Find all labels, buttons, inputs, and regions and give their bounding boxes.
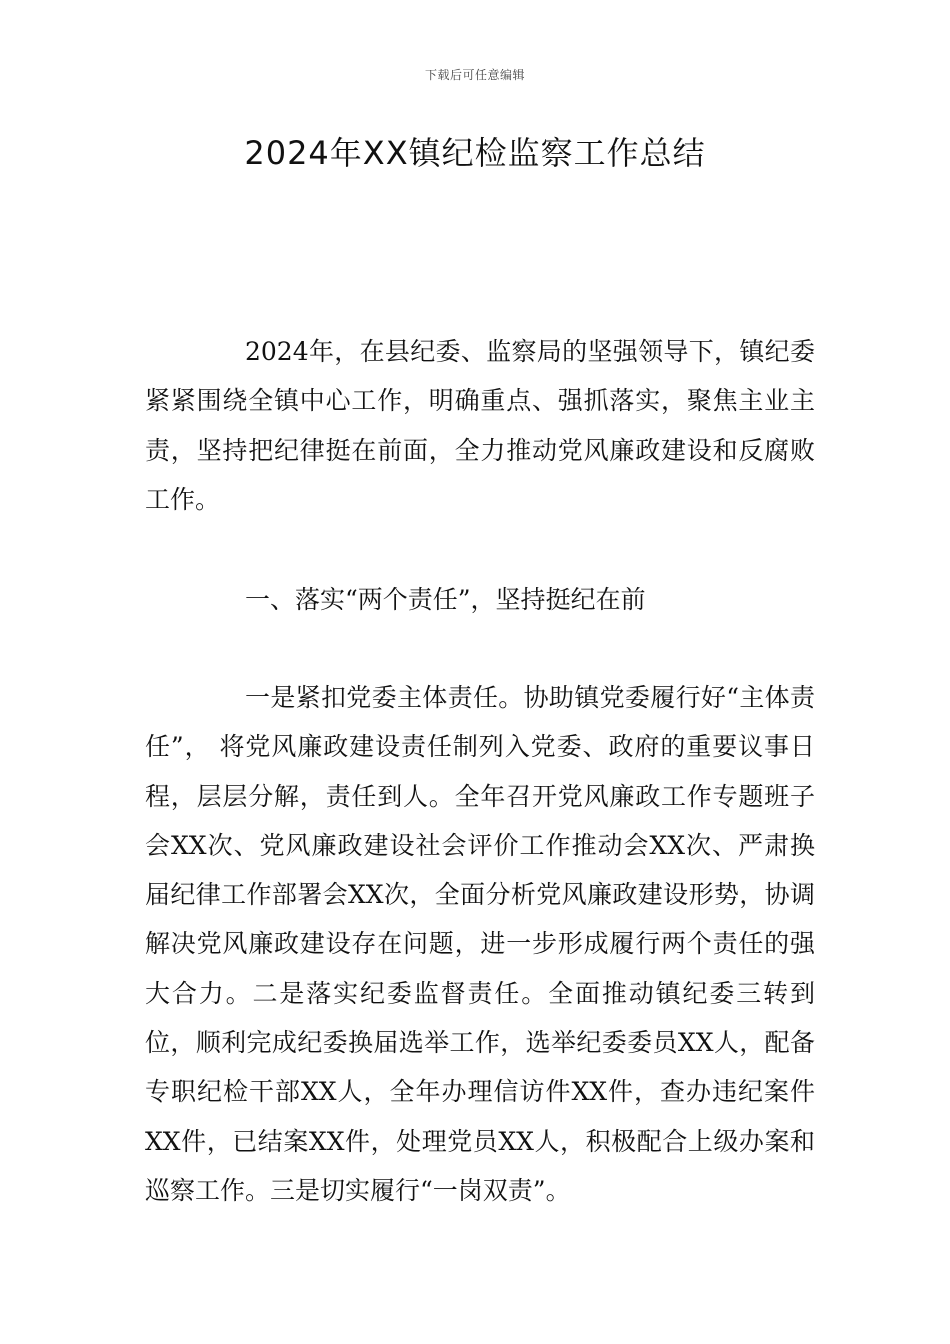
section-1-heading: 一、落实“两个责任”，坚持挺纪在前 — [245, 585, 646, 614]
document-title: 2024年XX镇纪检监察工作总结 — [244, 134, 706, 172]
section-1-paragraph: 一是紧扣党委主体责任。协助镇党委履行好“主体责任”， 将党风廉政建设责任制列入党委、政府的重要议事日程，层层分解，责任到人。全年召开党风廉政工作专题班子会XX次、党风廉政建设社会评价工作推动会XX次、严肃换届纪律工作部署会XX次，全面分析党风廉政建设形势，协调解决党风廉政建设存在问题，进一步形成履行两个责任的强大合力。二是落实纪委监督责任。全面推动镇纪委三转到位，顺利完成纪委换届选举工作，选举纪委委员XX人，配备专职纪检干部XX人，全年办理信访件XX件，查办违纪案件XX件，已结案XX件，处理党员XX人，积极配合上级办案和巡察工作。三是切实履行“一岗双责”。 — [145, 683, 815, 1205]
header-note: 下载后可任意编辑 — [424, 68, 525, 82]
intro-paragraph: 2024年，在县纪委、监察局的坚强领导下，镇纪委紧紧围绕全镇中心工作，明确重点、强抓落实，聚焦主业主责，坚持把纪律挺在前面，全力推动党风廉政建设和反腐败工作。 — [145, 337, 815, 514]
